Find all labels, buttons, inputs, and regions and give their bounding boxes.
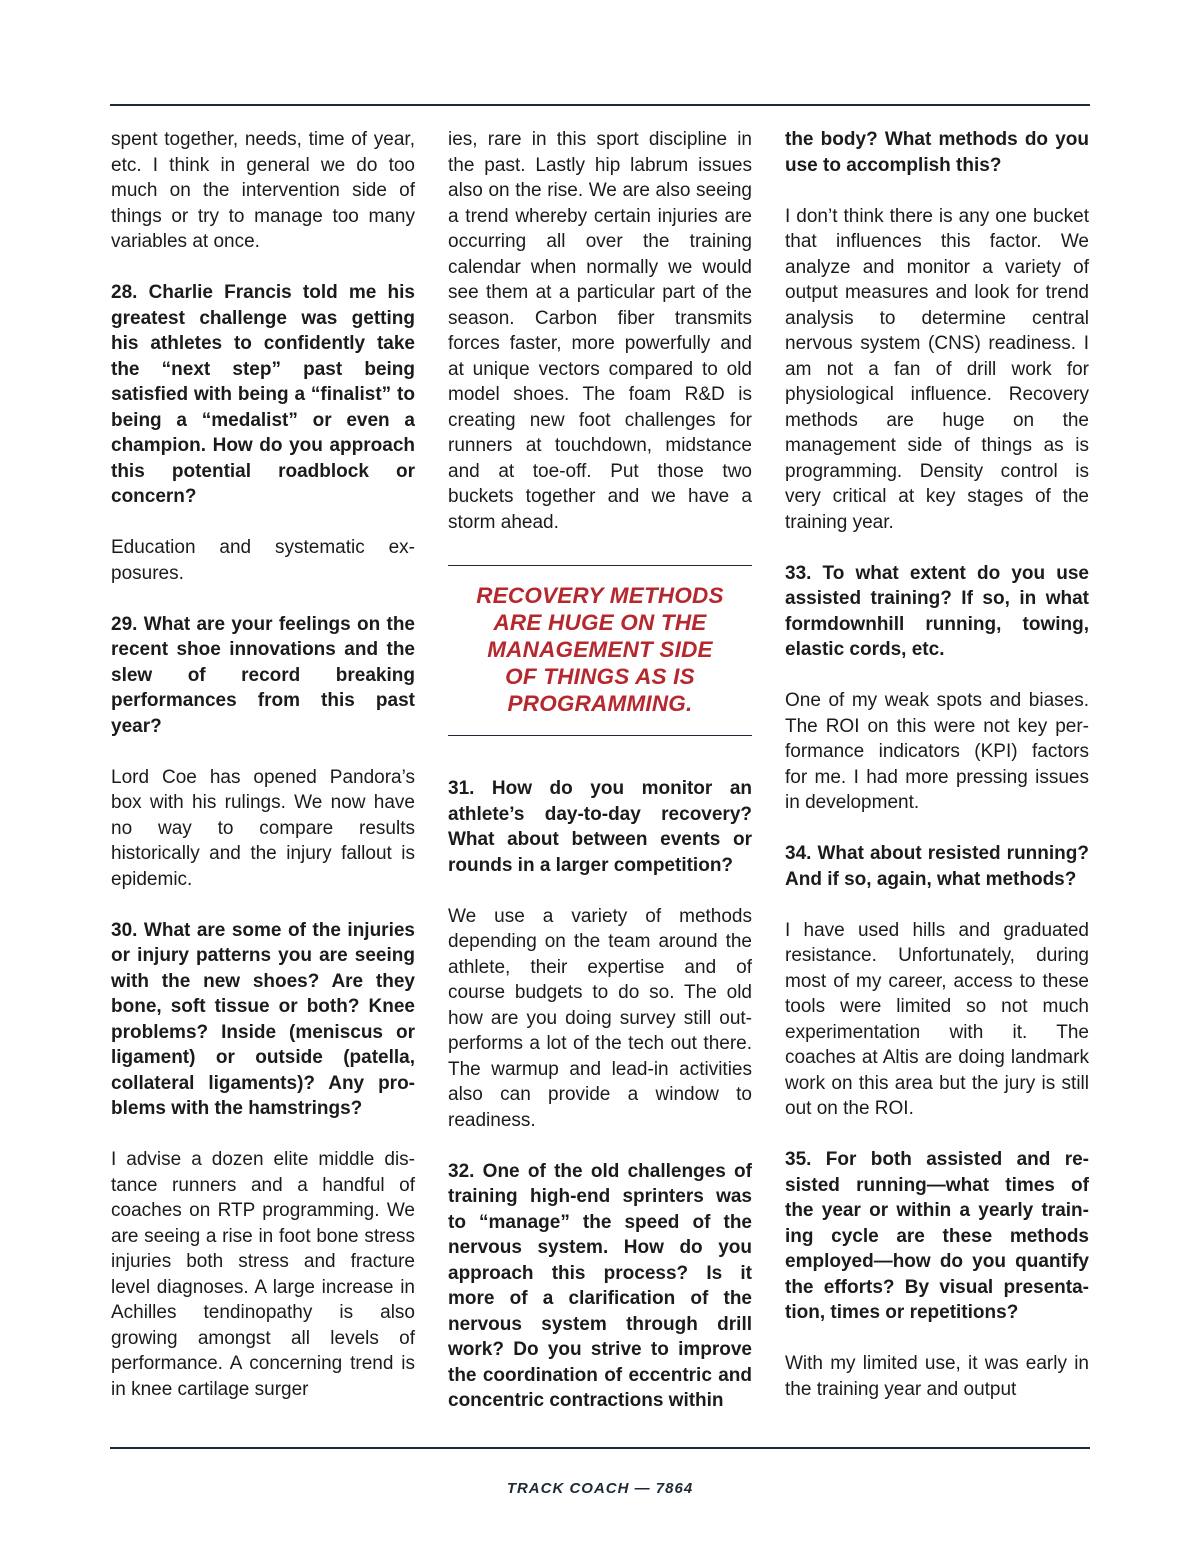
answer-35: With my limited use, it was early in the training year and output — [785, 1353, 1089, 1400]
answer-30: I advise a dozen elite middle distance runners and a handful of coaches on RTP programming. We are seeing a rise in foot bone stress injuries both stress and fracture level diagnoses. A large increase in Achilles tendinopathy is also growing amongst all levels of performance. A concerning trend is in knee cartilage surger — [111, 1149, 415, 1400]
question-29: 29. What are your feelings on the recent shoe innovations and the slew of record breaking performances from this past year? — [111, 613, 415, 737]
question-30: 30. What are some of the injuries or injury patterns you are seeing with the new shoes? Are they bone, soft tissue or both? Knee problems? Inside (meniscus or ligament) or outside (patella, collateral ligaments)? Any problems with the hamstrings? — [111, 919, 415, 1119]
question-32: 32. One of the old challenges of training high-end sprinters was to “manage” the speed of the nervous system. How do you approach this process? Is it more of a clarification of the nervous system through drill work? Do you strive to improve the coordination of eccentric and concentric contractions within — [448, 1160, 752, 1411]
pull-quote — [448, 565, 752, 736]
answer-33: One of my weak spots and biases. The ROI on this were not key performance indicators (KPI) factors for me. I had more pressing issues in development. — [785, 690, 1089, 813]
column-3 — [785, 127, 1089, 1402]
pull-quote-line: PROGRAMMING. — [507, 691, 693, 716]
pull-quote-line: MANAGEMENT SIDE — [487, 637, 713, 662]
page-footer: TRACK COACH — 7864 — [506, 1480, 694, 1497]
answer-32: I don’t think there is any one bucket that influences this factor. We analyze and monitor a variety of output measures and look for trend analysis to determine central nervous system (CNS) readiness. I am not a fan of drill work for physiological influence. Recovery methods are huge on the management side of things as is programming. Density control is very critical at key stages of the training year. — [785, 205, 1089, 533]
question-34: 34. What about resisted running? And if so, again, what methods? — [785, 843, 1089, 890]
question-32-continued: the body? What methods do you use to accomplish this? — [785, 129, 1089, 176]
question-31: 31. How do you monitor an athlete’s day-to-day recovery? What about between events or rounds in a larger competition? — [448, 778, 752, 876]
answer-29: Lord Coe has opened Pandora’s box with his rulings. We now have no way to compare results historically and the injury fallout is epidemic. — [111, 766, 415, 890]
answer-30-continued: ies, rare in this sport discipline in the past. Lastly hip labrum issues also on the rise. We are also seeing a trend whereby certain injuries are occurring all over the training calendar when normally we would see them at a particular part of the season. Carbon fiber transmits forces faster, more powerfully and at unique vectors compared to old model shoes. The foam R&D is creating new foot challenges for runners at touchdown, midstance and at toe-off. Put those two buckets together and we have a storm ahead. — [448, 129, 752, 533]
continued-paragraph: spent together, needs, time of year, etc. I think in general we do too much on the intervention side of things or try to manage too many variables at once. — [111, 129, 415, 252]
answer-34: I have used hills and graduated resistance. Unfortunately, during most of my career, access to these tools were limited so not much experimentation with it. The coaches at Altis are doing landmark work on this area but the jury is still out on the ROI. — [785, 919, 1089, 1119]
question-35: 35. For both assisted and resisted running—what times of the year or within a yearly training cycle are these methods employed—how do you quantify the efforts? By visual presentation, times or repetitions? — [785, 1149, 1089, 1323]
question-28: 28. Charlie Francis told me his greatest challenge was getting his athletes to confidently take the “next step” past being satisfied with being a “finalist” to being a “medalist” or even a champion. How do you approach this potential roadblock or concern? — [111, 282, 415, 507]
answer-31: We use a variety of methods depending on the team around the athlete, their expertise and of course budgets to do so. The old how are you doing survey still out-performs a lot of the tech out there. The warmup and lead-in activities also can provide a window to readiness. — [448, 905, 752, 1131]
column-1 — [111, 127, 415, 1402]
top-rule — [110, 104, 1090, 106]
pull-quote-line: OF THINGS AS IS — [505, 664, 695, 689]
bottom-rule — [110, 1447, 1090, 1449]
pull-quote-line: RECOVERY METHODS — [476, 583, 724, 608]
answer-28: Education and systematic exposures. — [111, 537, 415, 584]
column-2 — [448, 127, 752, 1414]
pull-quote-line: ARE HUGE ON THE — [493, 610, 707, 635]
question-33: 33. To what extent do you use assisted training? If so, in what formdownhill running, towing, elastic cords, etc. — [785, 562, 1089, 660]
